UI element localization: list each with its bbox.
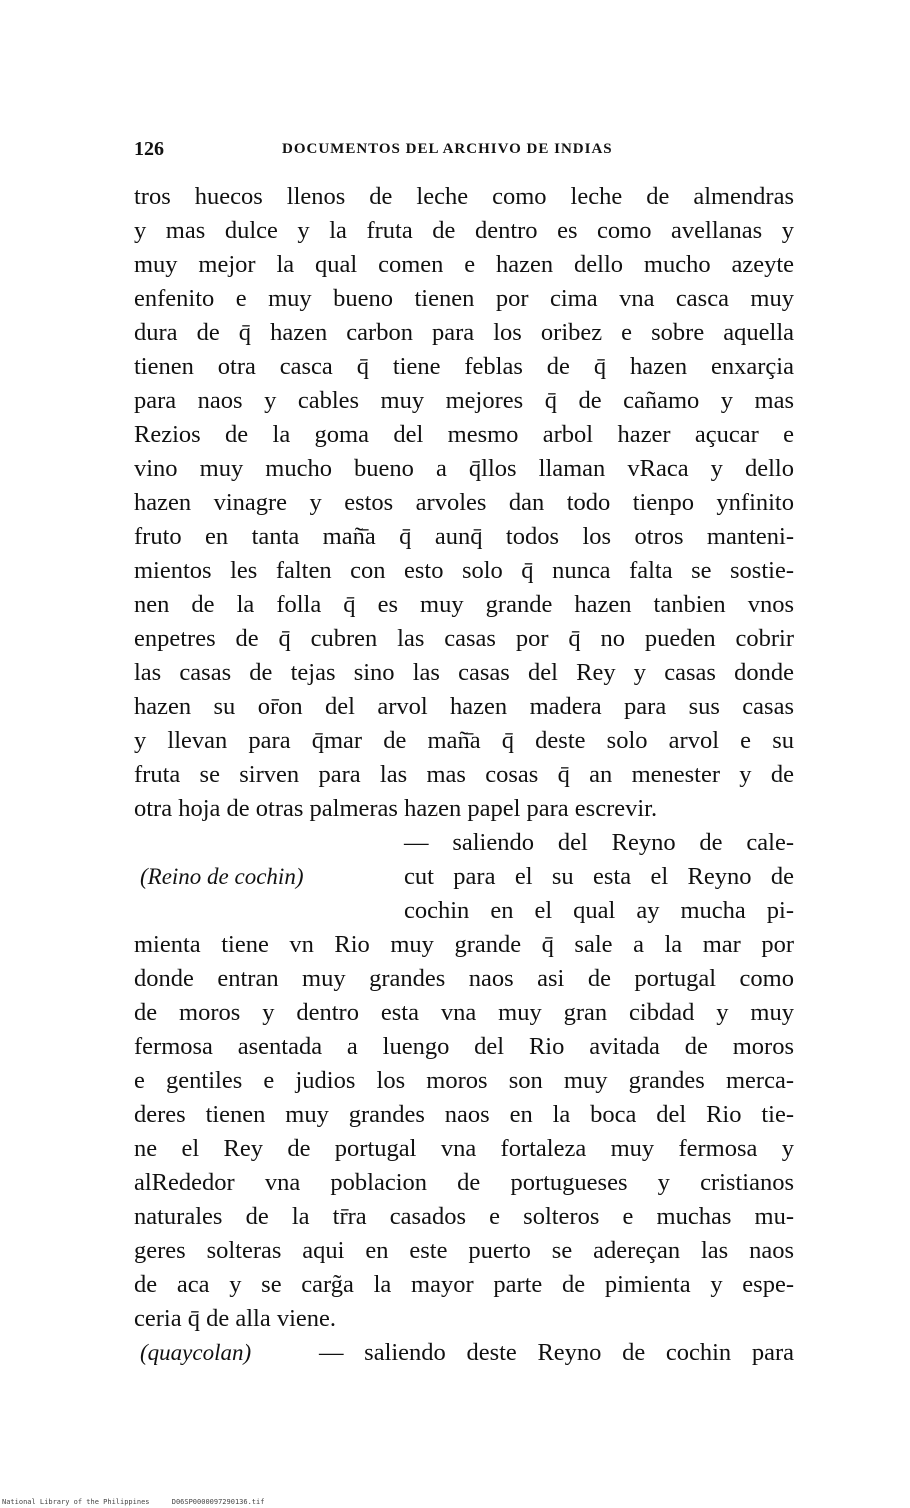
text-line: alRededor vna poblacion de portugueses y cristianos <box>134 1169 794 1196</box>
text-line: hazen su or̄on del arvol hazen madera para sus casas <box>134 693 794 720</box>
text-line: de moros y dentro esta vna muy gran cibdad y muy <box>134 999 794 1026</box>
margin-note-cochin: (Reino de cochin) <box>140 864 304 889</box>
scan-filename: D06SP0000097290136.tif <box>171 1498 265 1506</box>
text-line: mienta tiene vn Rio muy grande q̄ sale a la mar por <box>134 931 794 958</box>
cochin-heading-row-3 <box>134 894 794 928</box>
text-line: nen de la folla q̄ es muy grande hazen tanbien vnos <box>134 591 794 618</box>
scan-footer <box>2 1498 264 1506</box>
text-line: naturales de la tr̄ra casados e solteros e muchas mu- <box>134 1203 794 1230</box>
quaycolan-heading-row <box>134 1336 794 1370</box>
text-line: ceria q̄ de alla viene. <box>134 1305 337 1332</box>
text-line: fruta se sirven para las mas cosas q̄ an menester y de <box>134 761 794 788</box>
text-line: deres tienen muy grandes naos en la boca del Rio tie- <box>134 1101 794 1128</box>
cochin-heading-row-2 <box>134 860 794 894</box>
page-number: 126 <box>134 138 164 160</box>
text-line: otra hoja de otras palmeras hazen papel para escrevir. <box>134 795 658 822</box>
text-line: y llevan para q̄mar de mañ̄a q̄ deste solo arvol e su <box>134 727 794 754</box>
margin-note-quaycolan: (quaycolan) <box>140 1340 252 1365</box>
text-line: tienen otra casca q̄ tiene feblas de q̄ hazen enxarçia <box>134 353 794 380</box>
text-line: y mas dulce y la fruta de dentro es como avellanas y <box>134 217 794 244</box>
text-line: enfenito e muy bueno tienen por cima vna casca muy <box>134 285 794 312</box>
text-line: e gentiles e judios los moros son muy grandes merca- <box>134 1067 794 1094</box>
text-line: — saliendo deste Reyno de cochin para <box>319 1339 794 1366</box>
page-header <box>134 138 794 168</box>
library-credit: National Library of the Philippines <box>2 1498 150 1506</box>
text-line: — saliendo del Reyno de cale- <box>404 829 794 856</box>
text-line: enpetres de q̄ cubren las casas por q̄ no pueden cobrir <box>134 625 794 652</box>
text-line: de aca y se carg̃a la mayor parte de pimienta y espe- <box>134 1271 794 1298</box>
body-text <box>134 180 794 1370</box>
running-head: DOCUMENTOS DEL ARCHIVO DE INDIAS <box>282 141 613 157</box>
text-line: mientos les falten con esto solo q̄ nunca falta se sostie- <box>134 557 794 584</box>
text-line: cochin en el qual ay mucha pi- <box>404 897 794 924</box>
text-line: donde entran muy grandes naos asi de portugal como <box>134 965 794 992</box>
text-line: fruto en tanta mañ̄a q̄ aunq̄ todos los otros manteni- <box>134 523 794 550</box>
text-line: geres solteras aqui en este puerto se adereçan las naos <box>134 1237 794 1264</box>
text-line: las casas de tejas sino las casas del Rey y casas donde <box>134 659 794 686</box>
text-line: muy mejor la qual comen e hazen dello mucho azeyte <box>134 251 794 278</box>
cochin-heading-row-1 <box>134 826 794 860</box>
text-line: dura de q̄ hazen carbon para los oribez e sobre aquella <box>134 319 794 346</box>
text-line: ne el Rey de portugal vna fortaleza muy fermosa y <box>134 1135 794 1162</box>
text-line: vino muy mucho bueno a q̄llos llaman vRaca y dello <box>134 455 794 482</box>
text-line: para naos y cables muy mejores q̄ de cañamo y mas <box>134 387 794 414</box>
text-line: hazen vinagre y estos arvoles dan todo tienpo ynfinito <box>134 489 794 516</box>
text-line: cut para el su esta el Reyno de <box>404 863 794 890</box>
text-line: Rezios de la goma del mesmo arbol hazer açucar e <box>134 421 794 448</box>
text-line: tros huecos llenos de leche como leche de almendras <box>134 183 794 210</box>
text-line: fermosa asentada a luengo del Rio avitada de moros <box>134 1033 794 1060</box>
